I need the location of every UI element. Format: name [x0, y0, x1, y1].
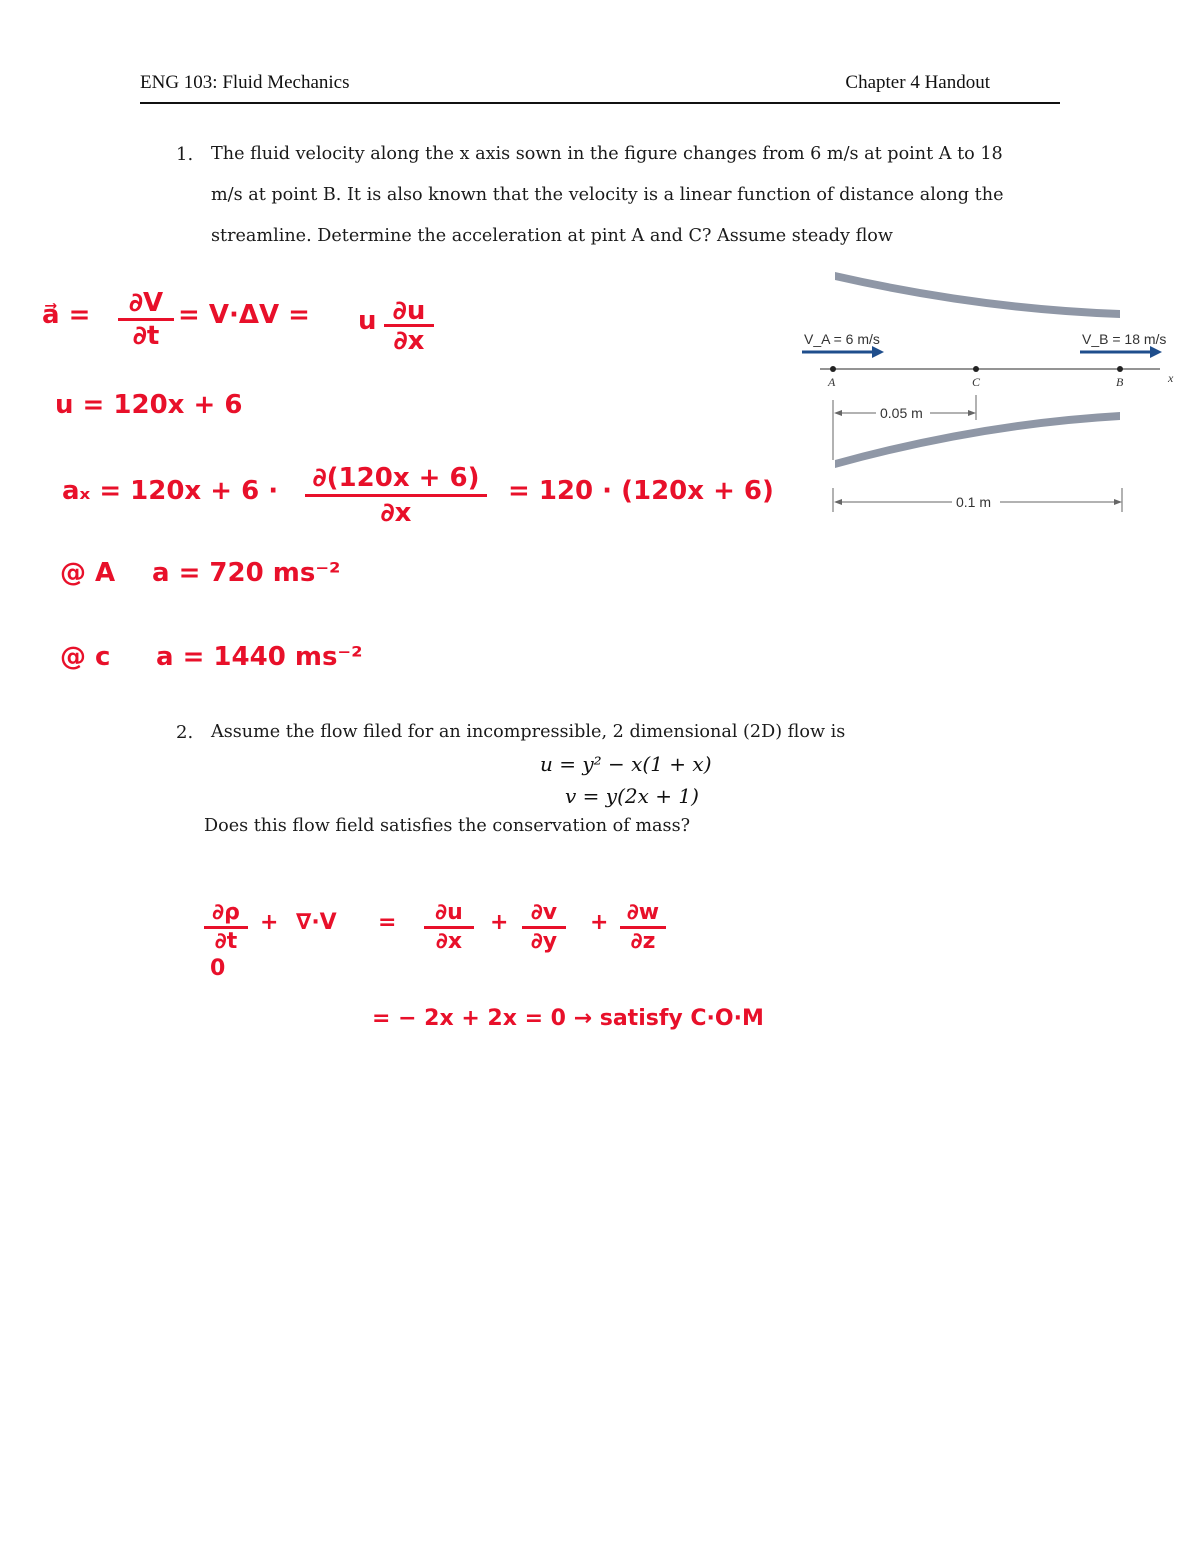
q2-number: 2.: [176, 722, 194, 743]
q1-line2: m/s at point B. It is also known that the velocity is a linear function of distance along the: [211, 185, 1004, 205]
dim-ab-label: 0.1 m: [956, 494, 992, 510]
q2-eq-v: v = y(2x + 1): [565, 784, 699, 808]
hw-equals: =: [378, 910, 397, 935]
course-title: ENG 103: Fluid Mechanics: [140, 72, 350, 93]
hw-dvdt: ∂V ∂t: [118, 288, 174, 351]
page-header: [140, 72, 1060, 104]
hw-eq1-u: u: [358, 306, 377, 336]
hw-ax-lhs: aₓ = 120x + 6 ·: [62, 476, 279, 506]
q2-eq-u: u = y² − x(1 + x): [540, 752, 712, 776]
point-a-label: A: [828, 375, 836, 389]
q1-line3: streamline. Determine the acceleration at pint A and C? Assume steady flow: [211, 226, 893, 246]
hw-u-eq: u = 120x + 6: [55, 390, 243, 420]
hw-at-c-label: @ c: [60, 642, 111, 672]
hw-dudx: ∂u ∂x: [384, 298, 434, 355]
vb-label: V_B = 18 m/s: [1082, 331, 1167, 347]
hw-dv-dy: ∂v ∂y: [522, 900, 566, 955]
point-a-dot: [830, 366, 836, 372]
hw-du-dx: ∂u ∂x: [424, 900, 474, 955]
hw-at-c-value: a = 1440 ms⁻²: [156, 642, 363, 672]
nozzle-figure: [800, 260, 1185, 520]
point-b-dot: [1117, 366, 1123, 372]
upper-wall: [835, 272, 1120, 318]
q1-number: 1.: [176, 144, 194, 165]
point-c-label: C: [972, 375, 981, 389]
q2-line1: Assume the flow filed for an incompressible, 2 dimensional (2D) flow is: [211, 722, 846, 742]
q1-line1: The fluid velocity along the x axis sown in the figure changes from 6 m/s at point A to 18: [211, 144, 1003, 164]
hw-plus-3: +: [590, 910, 609, 935]
hw-plus-2: +: [490, 910, 509, 935]
vb-arrow-head: [1150, 346, 1162, 358]
hw-at-a-value: a = 720 ms⁻²: [152, 558, 341, 588]
point-c-dot: [973, 366, 979, 372]
hw-dw-dz: ∂w ∂z: [620, 900, 666, 955]
hw-eq1-mid: = V·ΔV =: [178, 300, 310, 330]
hw-continuity-result: = − 2x + 2x = 0 → satisfy C·O·M: [372, 1006, 764, 1031]
hw-ax-frac: ∂(120x + 6) ∂x: [305, 462, 487, 529]
va-arrow-head: [872, 346, 884, 358]
hw-ax-rhs: = 120 · (120x + 6): [508, 476, 774, 506]
hw-div-v: ∇·V: [296, 910, 337, 935]
hw-plus-1: +: [260, 910, 279, 935]
point-b-label: B: [1116, 375, 1124, 389]
hw-at-a-label: @ A: [60, 558, 116, 588]
x-axis-label: x: [1168, 371, 1174, 385]
q2-question: Does this flow field satisfies the conservation of mass?: [204, 816, 691, 836]
dim-ac-label: 0.05 m: [880, 405, 923, 421]
hw-drho-dt: ∂ρ ∂t 0: [204, 900, 248, 983]
lower-wall: [835, 412, 1120, 468]
hw-accel-lhs: a⃗ =: [42, 300, 91, 330]
va-label: V_A = 6 m/s: [804, 331, 880, 347]
chapter-title: Chapter 4 Handout: [845, 72, 990, 93]
